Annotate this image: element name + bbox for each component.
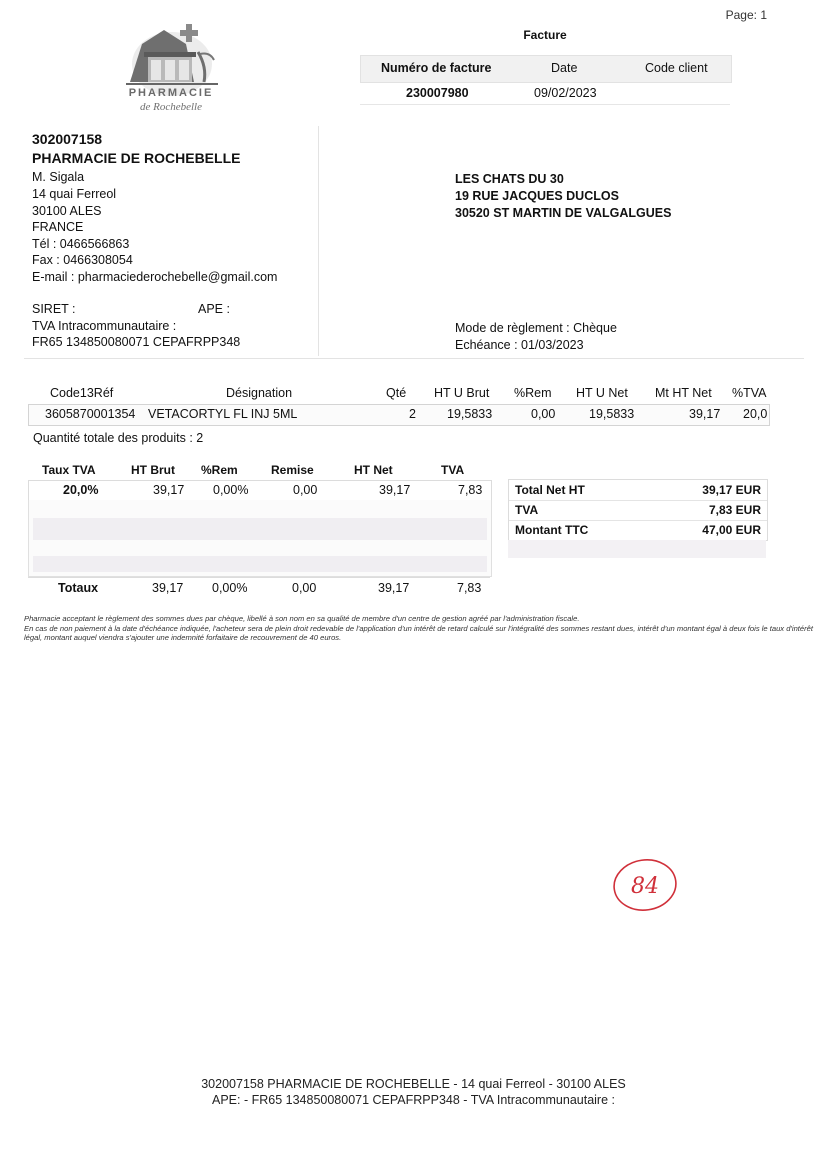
summary-value: 47,00 EUR — [702, 523, 761, 537]
sender-contact: M. Sigala — [32, 170, 85, 184]
items-header-row — [24, 382, 804, 404]
summary-value: 7,83 EUR — [708, 503, 761, 517]
client-name: LES CHATS DU 30 — [455, 172, 564, 186]
item-qty: 2 — [409, 407, 416, 421]
summary-label: Total Net HT — [515, 483, 585, 497]
tva-col-remise: Remise — [271, 463, 314, 477]
tva-header-row — [28, 460, 490, 480]
client-street: 19 RUE JACQUES DUCLOS — [455, 189, 619, 203]
summary-tva — [509, 500, 767, 521]
tva-rem-value: 0,00% — [213, 483, 249, 497]
tva-col-ht-brut: HT Brut — [131, 463, 175, 477]
tva-col-rate: Taux TVA — [42, 463, 96, 477]
circle-mark-icon — [611, 857, 679, 913]
page-footer — [0, 1076, 827, 1108]
tva-tva-value: 7,83 — [458, 483, 483, 497]
payment-mode: Mode de règlement : Chèque — [455, 321, 617, 335]
total-quantity: Quantité totale des produits : 2 — [33, 431, 204, 445]
summary-total-net-ht — [509, 480, 767, 501]
sender-tel: Tél : 0466566863 — [32, 237, 130, 251]
tva-col-tva: TVA — [441, 463, 465, 477]
sender-tva-value: FR65 134850080071 CEPAFRPP348 — [32, 335, 241, 349]
sender-block — [24, 126, 319, 356]
item-ht-u-net: 19,5833 — [589, 407, 635, 421]
invoice-number: 230007980 — [406, 86, 469, 100]
summary-montant-ttc — [509, 520, 767, 540]
divider — [24, 358, 804, 359]
invoice-title: Facture — [523, 28, 567, 42]
invoice-values-row — [360, 82, 730, 105]
sender-id: 302007158 — [32, 131, 103, 147]
item-code: 3605870001354 — [45, 407, 136, 421]
handwritten-circled-number — [611, 857, 679, 913]
totals-tva: 7,83 — [457, 581, 482, 595]
totals-remise: 0,00 — [292, 581, 317, 595]
sender-name: PHARMACIE DE ROCHEBELLE — [32, 150, 241, 166]
tva-remise-value: 0,00 — [293, 483, 318, 497]
client-code-header: Code client — [645, 61, 708, 75]
footer-line-2: APE: - FR65 134850080071 CEPAFRPP348 - TVA Intracommunautaire : — [212, 1093, 615, 1107]
summary-box — [508, 479, 768, 541]
table-row — [28, 404, 770, 426]
invoice-date-header: Date — [551, 61, 578, 75]
page-number: Page: 1 — [725, 8, 767, 22]
sender-country: FRANCE — [32, 220, 84, 234]
summary-label: Montant TTC — [515, 523, 589, 537]
items-col-ht-u-net: HT U Net — [576, 386, 628, 400]
summary-value: 39,17 EUR — [702, 483, 761, 497]
items-col-ht-u-brut: HT U Brut — [434, 386, 490, 400]
logo-subtext: de Rochebelle — [140, 101, 202, 113]
items-col-designation: Désignation — [226, 386, 293, 400]
sender-tva-label: TVA Intracommunautaire : — [32, 319, 177, 333]
sender-siret: SIRET : — [32, 302, 76, 316]
items-col-rem: %Rem — [514, 386, 552, 400]
empty-row — [33, 556, 487, 572]
item-tva: 20,0 — [743, 407, 768, 421]
totals-rem: 0,00% — [212, 581, 248, 595]
item-mt-ht-net: 39,17 — [689, 407, 721, 421]
logo-text: PHARMACIE — [128, 87, 214, 99]
items-col-qty: Qté — [386, 386, 407, 400]
summary-empty-row — [508, 540, 766, 558]
tva-ht-net-value: 39,17 — [379, 483, 411, 497]
totals-ht-net: 39,17 — [378, 581, 410, 595]
items-col-mt-ht-net: Mt HT Net — [655, 386, 712, 400]
item-ht-u-brut: 19,5833 — [447, 407, 493, 421]
item-designation: VETACORTYL FL INJ 5ML — [148, 407, 298, 421]
summary-label: TVA — [515, 503, 539, 517]
sender-ape: APE : — [198, 302, 230, 316]
client-city: 30520 ST MARTIN DE VALGALGUES — [455, 206, 672, 220]
tva-ht-brut-value: 39,17 — [153, 483, 185, 497]
tva-col-ht-net: HT Net — [354, 463, 393, 477]
sender-city: 30100 ALES — [32, 204, 102, 218]
stamp-text: 84 — [631, 874, 659, 899]
tva-empty-rows — [28, 500, 492, 577]
legal-notice — [24, 614, 814, 643]
item-rem: 0,00 — [531, 407, 556, 421]
totals-ht-brut: 39,17 — [152, 581, 184, 595]
empty-row — [33, 518, 487, 540]
footer-line-1: 302007158 PHARMACIE DE ROCHEBELLE - 14 quai Ferreol - 30100 ALES — [201, 1077, 626, 1091]
sender-street: 14 quai Ferreol — [32, 187, 117, 201]
sender-fax: Fax : 0466308054 — [32, 253, 133, 267]
legal-line-2: En cas de non paiement à la date d'échéance indiquée, l'acheteur sera de plein droit redevable de l'application d'un intérêt de retard calculé sur l'intégralité des sommes restant dues, intérêt d'un montant égal à deux fois le taux d'intérêt légal, montant auquel viendra s'ajouter une indemnité forfaitaire de recouvrement de 40 euros. — [24, 623, 813, 642]
tva-rate-value: 20,0% — [63, 483, 99, 497]
invoice-date: 09/02/2023 — [534, 86, 597, 100]
table-row — [28, 480, 492, 502]
items-col-code: Code13Réf — [50, 386, 114, 400]
sender-email: E-mail : pharmaciederochebelle@gmail.com — [32, 270, 278, 284]
invoice-number-header: Numéro de facture — [381, 61, 492, 75]
tva-totals-row — [28, 577, 490, 598]
totals-label: Totaux — [58, 581, 99, 595]
payment-due: Echéance : 01/03/2023 — [455, 338, 584, 352]
items-col-tva: %TVA — [732, 386, 767, 400]
tva-col-rem: %Rem — [201, 463, 238, 477]
legal-line-1: Pharmacie acceptant le règlement des sommes dues par chèque, libellé à son nom en sa qualité de membre d'un centre de gestion agréé par l'administration fiscale. — [24, 614, 580, 623]
pharmacy-building-icon — [120, 22, 230, 97]
invoice-header-row — [360, 55, 732, 83]
